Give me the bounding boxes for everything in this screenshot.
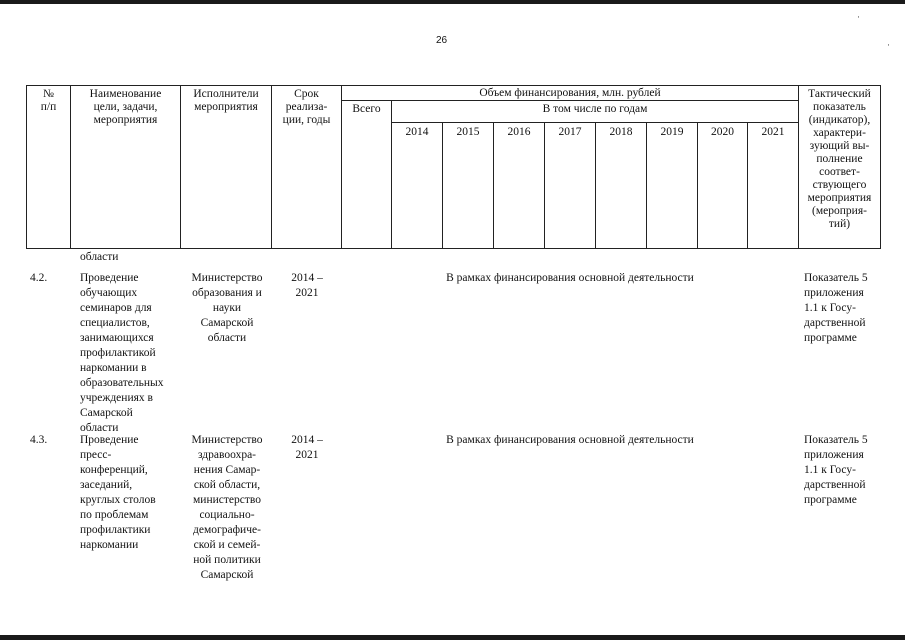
header-year: 2018 <box>609 126 633 138</box>
carryover-text: области <box>80 251 119 263</box>
row-indicator: Показатель 5 приложения 1.1 к Госу- дарственной программе <box>804 434 868 506</box>
scan-speck: · <box>857 12 860 22</box>
row-executor: Министерство образования и науки Самарской области <box>191 272 263 344</box>
header-name: Наименование цели, задачи, мероприятия <box>89 88 162 126</box>
row-name: Проведение пресс- конференций, заседаний, круглых столов по проблемам профилактики наркомании <box>80 434 156 551</box>
row-indicator: Показатель 5 приложения 1.1 к Госу- дарственной программе <box>804 272 868 344</box>
header-year: 2014 <box>405 126 429 138</box>
header-year: 2015 <box>456 126 480 138</box>
row-number: 4.2. <box>30 272 48 284</box>
header-executors: Исполнители мероприятия <box>193 88 259 113</box>
header-funding: Объем финансирования, млн. рублей <box>479 87 661 99</box>
row-number: 4.3. <box>30 434 48 446</box>
header-year: 2021 <box>761 126 785 138</box>
row-name: Проведение обучающих семинаров для специалистов, занимающихся профилактикой наркомании в образовательных учреждениях в Самарской области <box>80 272 164 434</box>
header-num: № п/п <box>40 88 57 113</box>
header-year: 2017 <box>558 126 582 138</box>
header-year: 2019 <box>660 126 684 138</box>
header-by-years: В том числе по годам <box>542 103 648 115</box>
row-executor: Министерство здравоохра- нения Самар- ской области, министерство социально- демографиче- ской и семей- ной политики Самарской <box>191 434 263 581</box>
header-total: Всего <box>352 103 381 115</box>
header-indicator: Тактический показатель (индикатор), характери- зующий вы- полнение соответ- ствующего мероприятия (мероприя- тий) <box>807 88 872 230</box>
page-number: 26 <box>436 35 448 46</box>
header-year: 2020 <box>711 126 734 138</box>
bottom-scan-border <box>0 635 905 640</box>
header-term: Срок реализа- ции, годы <box>282 88 331 126</box>
scan-speck: · <box>887 40 890 50</box>
row-funding: В рамках финансирования основной деятельности <box>446 434 694 446</box>
row-term: 2014 – 2021 <box>291 272 323 299</box>
row-term: 2014 – 2021 <box>291 434 323 461</box>
top-scan-border <box>0 0 905 4</box>
row-funding: В рамках финансирования основной деятельности <box>446 272 694 284</box>
header-year: 2016 <box>507 126 531 138</box>
